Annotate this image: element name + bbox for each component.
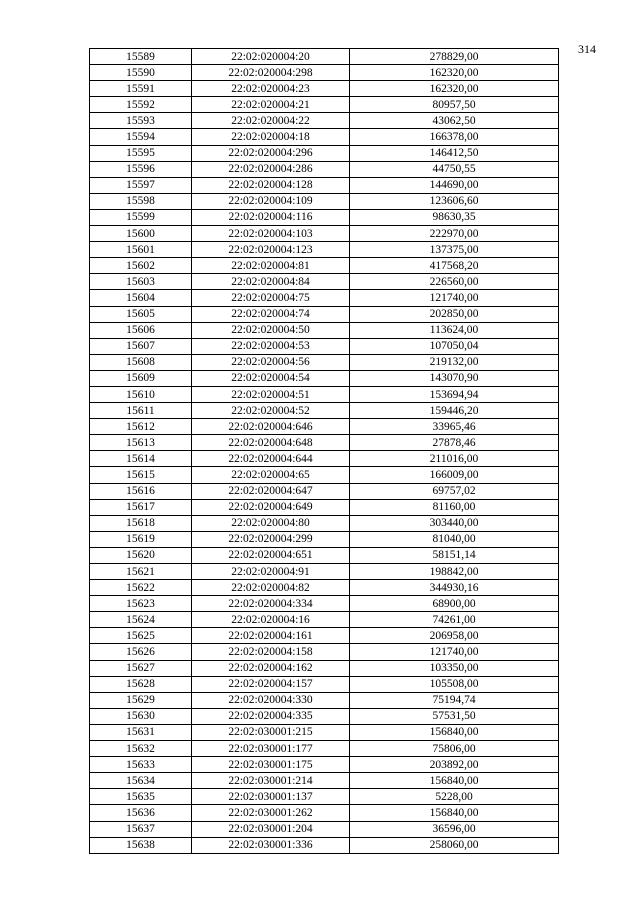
table-row [90,660,559,676]
cadastral-number-cell: 22:02:020004:651 [192,547,350,563]
value-cell: 43062,50 [350,113,559,129]
value-cell: 144690,00 [350,177,559,193]
value-cell: 211016,00 [350,451,559,467]
table-row [90,322,559,338]
cadastral-number-cell: 22:02:020004:644 [192,451,350,467]
row-number-cell: 15629 [90,692,192,708]
value-cell: 105508,00 [350,676,559,692]
table-row [90,499,559,515]
row-number-cell: 15624 [90,612,192,628]
value-cell: 58151,14 [350,547,559,563]
value-cell: 81160,00 [350,499,559,515]
table-row [90,177,559,193]
table-row [90,547,559,563]
cadastral-number-cell: 22:02:020004:22 [192,113,350,129]
page-number: 314 [578,42,596,56]
row-number-cell: 15630 [90,708,192,724]
table-row [90,773,559,789]
row-number-cell: 15610 [90,386,192,402]
table-row [90,403,559,419]
row-number-cell: 15602 [90,258,192,274]
row-number-cell: 15605 [90,306,192,322]
value-cell: 344930,16 [350,580,559,596]
row-number-cell: 15608 [90,354,192,370]
cadastral-number-cell: 22:02:020004:296 [192,145,350,161]
table-row [90,757,559,773]
table-row [90,306,559,322]
cadastral-number-cell: 22:02:030001:175 [192,757,350,773]
value-cell: 5228,00 [350,789,559,805]
row-number-cell: 15612 [90,419,192,435]
value-cell: 33965,46 [350,419,559,435]
cadastral-number-cell: 22:02:020004:299 [192,531,350,547]
value-cell: 57531,50 [350,708,559,724]
value-cell: 121740,00 [350,290,559,306]
row-number-cell: 15633 [90,757,192,773]
row-number-cell: 15628 [90,676,192,692]
value-cell: 146412,50 [350,145,559,161]
row-number-cell: 15599 [90,209,192,225]
value-cell: 278829,00 [350,49,559,65]
cadastral-number-cell: 22:02:020004:18 [192,129,350,145]
row-number-cell: 15632 [90,741,192,757]
table-row [90,628,559,644]
row-number-cell: 15590 [90,65,192,81]
value-cell: 143070,90 [350,370,559,386]
table-row [90,644,559,660]
table-row [90,564,559,580]
row-number-cell: 15593 [90,113,192,129]
table-row [90,258,559,274]
row-number-cell: 15596 [90,161,192,177]
cadastral-number-cell: 22:02:020004:103 [192,226,350,242]
row-number-cell: 15635 [90,789,192,805]
table-row [90,580,559,596]
cadastral-number-cell: 22:02:020004:286 [192,161,350,177]
table-row [90,741,559,757]
value-cell: 153694,94 [350,386,559,402]
value-cell: 258060,00 [350,837,559,853]
row-number-cell: 15619 [90,531,192,547]
cadastral-number-cell: 22:02:020004:74 [192,306,350,322]
value-cell: 107050,04 [350,338,559,354]
cadastral-number-cell: 22:02:020004:161 [192,628,350,644]
value-cell: 417568,20 [350,258,559,274]
row-number-cell: 15603 [90,274,192,290]
value-cell: 27878,46 [350,435,559,451]
cadastral-number-cell: 22:02:020004:157 [192,676,350,692]
value-cell: 75194,74 [350,692,559,708]
value-cell: 219132,00 [350,354,559,370]
value-cell: 156840,00 [350,724,559,740]
cadastral-number-cell: 22:02:020004:123 [192,242,350,258]
cadastral-value-table [89,48,559,854]
cadastral-number-cell: 22:02:020004:335 [192,708,350,724]
table-row [90,193,559,209]
value-cell: 303440,00 [350,515,559,531]
row-number-cell: 15611 [90,403,192,419]
value-cell: 44750,55 [350,161,559,177]
row-number-cell: 15589 [90,49,192,65]
table-row [90,129,559,145]
table-row [90,724,559,740]
row-number-cell: 15614 [90,451,192,467]
value-cell: 203892,00 [350,757,559,773]
row-number-cell: 15613 [90,435,192,451]
cadastral-number-cell: 22:02:020004:80 [192,515,350,531]
value-cell: 226560,00 [350,274,559,290]
table-row [90,419,559,435]
cadastral-number-cell: 22:02:020004:23 [192,81,350,97]
table-row [90,145,559,161]
table-row [90,370,559,386]
row-number-cell: 15591 [90,81,192,97]
value-cell: 36596,00 [350,821,559,837]
cadastral-number-cell: 22:02:020004:56 [192,354,350,370]
cadastral-number-cell: 22:02:020004:109 [192,193,350,209]
cadastral-number-cell: 22:02:020004:128 [192,177,350,193]
row-number-cell: 15594 [90,129,192,145]
value-cell: 121740,00 [350,644,559,660]
table-row [90,242,559,258]
row-number-cell: 15638 [90,837,192,853]
cadastral-number-cell: 22:02:020004:75 [192,290,350,306]
row-number-cell: 15609 [90,370,192,386]
table-row [90,226,559,242]
cadastral-number-cell: 22:02:030001:214 [192,773,350,789]
value-cell: 156840,00 [350,805,559,821]
table-row [90,837,559,853]
value-cell: 166378,00 [350,129,559,145]
table-row [90,354,559,370]
cadastral-number-cell: 22:02:020004:158 [192,644,350,660]
cadastral-number-cell: 22:02:020004:52 [192,403,350,419]
table-row [90,596,559,612]
table-row [90,708,559,724]
value-cell: 123606,60 [350,193,559,209]
table-row [90,692,559,708]
table-row [90,113,559,129]
cadastral-number-cell: 22:02:020004:53 [192,338,350,354]
cadastral-number-cell: 22:02:030001:177 [192,741,350,757]
row-number-cell: 15623 [90,596,192,612]
cadastral-number-cell: 22:02:030001:137 [192,789,350,805]
table-row [90,435,559,451]
cadastral-number-cell: 22:02:020004:649 [192,499,350,515]
table-row [90,451,559,467]
row-number-cell: 15627 [90,660,192,676]
table-row [90,515,559,531]
cadastral-number-cell: 22:02:020004:162 [192,660,350,676]
value-cell: 206958,00 [350,628,559,644]
row-number-cell: 15595 [90,145,192,161]
row-number-cell: 15598 [90,193,192,209]
table-row [90,676,559,692]
row-number-cell: 15597 [90,177,192,193]
row-number-cell: 15604 [90,290,192,306]
row-number-cell: 15622 [90,580,192,596]
cadastral-number-cell: 22:02:020004:646 [192,419,350,435]
table-row [90,290,559,306]
value-cell: 98630,35 [350,209,559,225]
table-body [90,49,559,854]
cadastral-number-cell: 22:02:020004:82 [192,580,350,596]
table-row [90,386,559,402]
table-row [90,65,559,81]
value-cell: 156840,00 [350,773,559,789]
value-cell: 81040,00 [350,531,559,547]
table-row [90,467,559,483]
value-cell: 162320,00 [350,81,559,97]
value-cell: 113624,00 [350,322,559,338]
cadastral-number-cell: 22:02:020004:20 [192,49,350,65]
cadastral-number-cell: 22:02:020004:91 [192,564,350,580]
row-number-cell: 15618 [90,515,192,531]
table-row [90,789,559,805]
row-number-cell: 15606 [90,322,192,338]
value-cell: 162320,00 [350,65,559,81]
value-cell: 74261,00 [350,612,559,628]
value-cell: 68900,00 [350,596,559,612]
cadastral-number-cell: 22:02:020004:65 [192,467,350,483]
table-row [90,209,559,225]
table-row [90,483,559,499]
value-cell: 159446,20 [350,403,559,419]
value-cell: 80957,50 [350,97,559,113]
row-number-cell: 15631 [90,724,192,740]
cadastral-number-cell: 22:02:030001:204 [192,821,350,837]
row-number-cell: 15616 [90,483,192,499]
value-cell: 222970,00 [350,226,559,242]
cadastral-number-cell: 22:02:020004:330 [192,692,350,708]
table-row [90,821,559,837]
value-cell: 202850,00 [350,306,559,322]
value-cell: 75806,00 [350,741,559,757]
row-number-cell: 15636 [90,805,192,821]
table-row [90,805,559,821]
cadastral-number-cell: 22:02:020004:81 [192,258,350,274]
value-cell: 166009,00 [350,467,559,483]
row-number-cell: 15607 [90,338,192,354]
cadastral-number-cell: 22:02:020004:84 [192,274,350,290]
row-number-cell: 15637 [90,821,192,837]
row-number-cell: 15601 [90,242,192,258]
cadastral-number-cell: 22:02:020004:51 [192,386,350,402]
table-row [90,161,559,177]
cadastral-number-cell: 22:02:020004:298 [192,65,350,81]
table-row [90,612,559,628]
table-row [90,531,559,547]
row-number-cell: 15592 [90,97,192,113]
row-number-cell: 15634 [90,773,192,789]
table-row [90,338,559,354]
row-number-cell: 15620 [90,547,192,563]
value-cell: 137375,00 [350,242,559,258]
row-number-cell: 15600 [90,226,192,242]
cadastral-number-cell: 22:02:020004:21 [192,97,350,113]
table-row [90,274,559,290]
row-number-cell: 15621 [90,564,192,580]
cadastral-number-cell: 22:02:020004:648 [192,435,350,451]
cadastral-number-cell: 22:02:020004:647 [192,483,350,499]
table-row [90,49,559,65]
row-number-cell: 15615 [90,467,192,483]
value-cell: 69757,02 [350,483,559,499]
cadastral-number-cell: 22:02:020004:50 [192,322,350,338]
row-number-cell: 15617 [90,499,192,515]
table-row [90,97,559,113]
row-number-cell: 15626 [90,644,192,660]
cadastral-number-cell: 22:02:020004:334 [192,596,350,612]
cadastral-number-cell: 22:02:030001:262 [192,805,350,821]
cadastral-number-cell: 22:02:020004:116 [192,209,350,225]
cadastral-number-cell: 22:02:030001:336 [192,837,350,853]
table-row [90,81,559,97]
row-number-cell: 15625 [90,628,192,644]
value-cell: 103350,00 [350,660,559,676]
cadastral-number-cell: 22:02:030001:215 [192,724,350,740]
cadastral-number-cell: 22:02:020004:54 [192,370,350,386]
cadastral-number-cell: 22:02:020004:16 [192,612,350,628]
value-cell: 198842,00 [350,564,559,580]
